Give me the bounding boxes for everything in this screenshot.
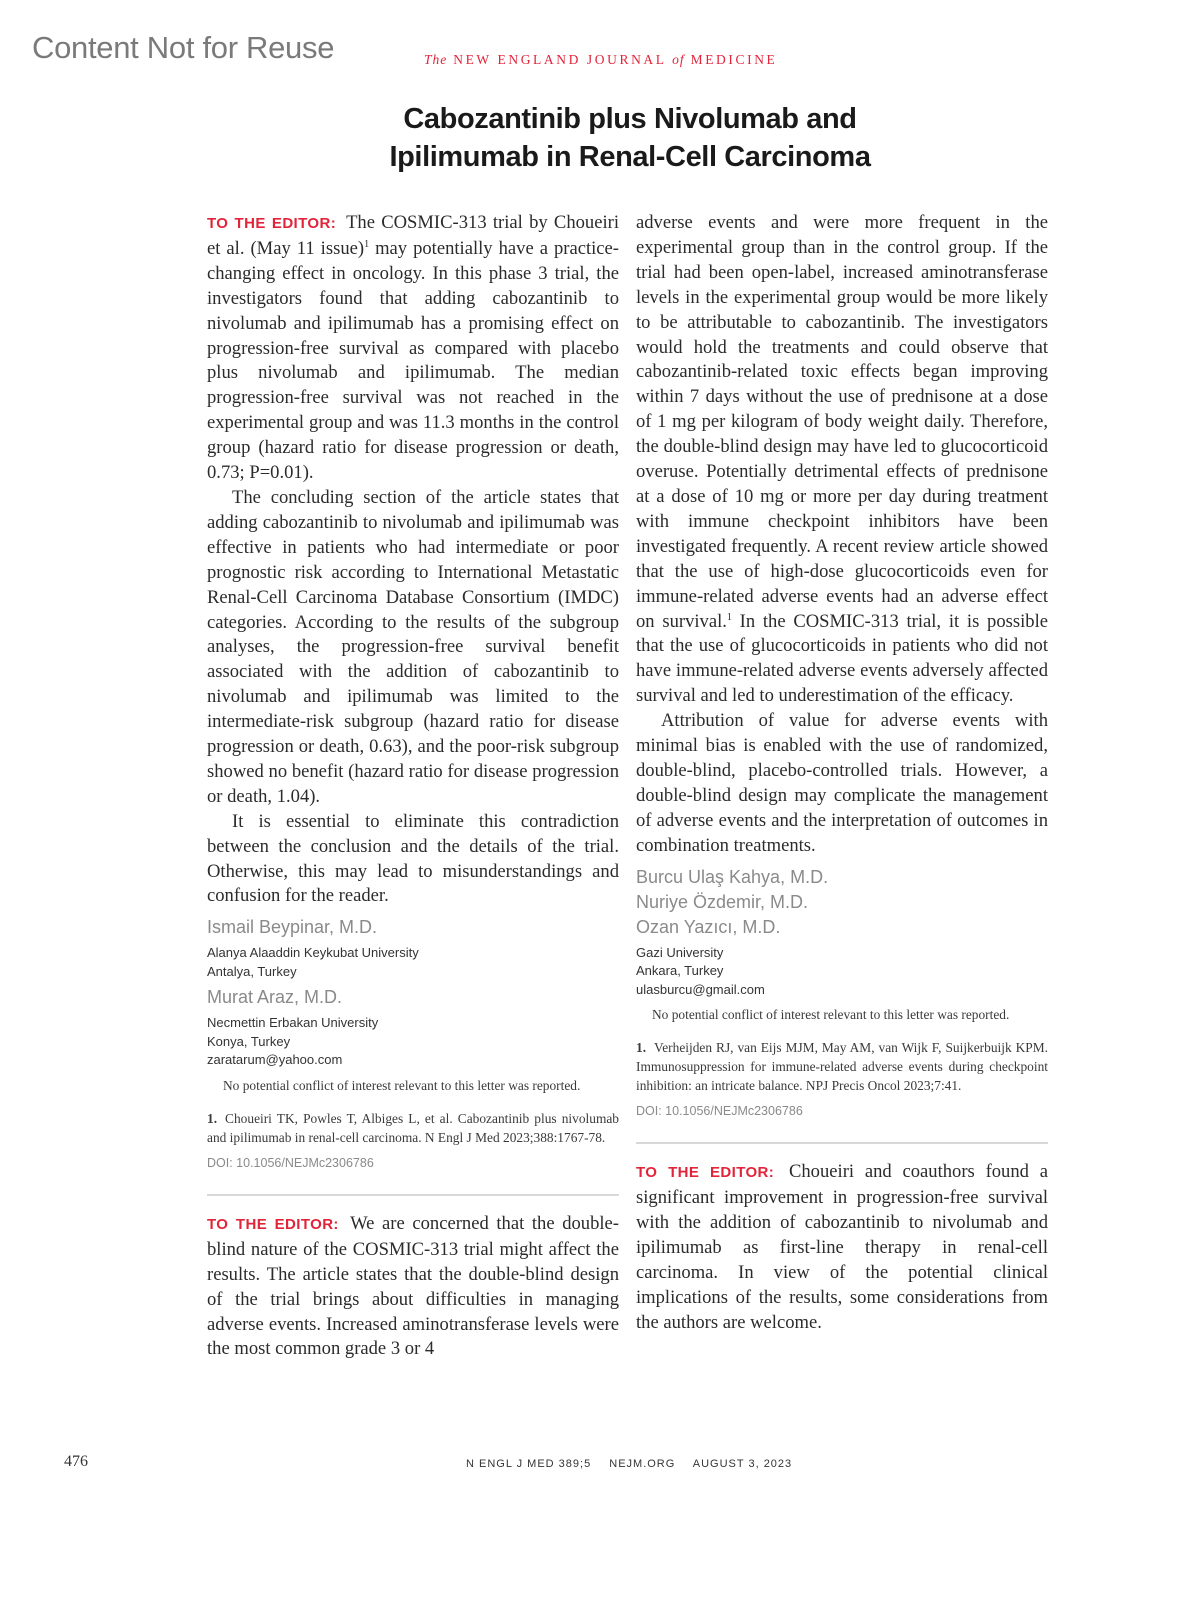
- author-name: Ismail Beypinar, M.D.: [207, 917, 378, 938]
- affiliation-institution: Gazi University: [636, 944, 724, 960]
- author-block: [207, 915, 619, 1070]
- affiliation: [207, 944, 619, 981]
- reference-item: [207, 1109, 619, 1147]
- author-name: Burcu Ulaş Kahya, M.D.: [636, 866, 829, 887]
- section-divider: [636, 1142, 1048, 1144]
- letter-3: [636, 1160, 1048, 1335]
- title-line-1: Cabozantinib plus Nivolumab and: [403, 103, 857, 135]
- left-column: [207, 211, 619, 1362]
- citation-superscript[interactable]: 1: [726, 611, 732, 623]
- to-the-editor-label: TO THE EDITOR:: [636, 1164, 775, 1182]
- watermark: Content Not for Reuse: [32, 30, 335, 65]
- masthead-prefix: The: [424, 52, 448, 67]
- letter-1-paragraph-2: The concluding section of the article states that adding cabozantinib to nivolumab and ipilimumab was effective in patients who had intermediate or poor prognostic risk according to International Metastatic Renal-Cell Carcinoma Database Consortium (IMDC) categories. According to the results of the subgroup analyses, the progression-free survival benefit associated with the addition of cabozantinib to nivolumab and ipilimumab was limited to the intermediate-risk subgroup (hazard ratio for disease progression or death, 0.63), and the poor-risk subgroup showed no benefit (hazard ratio for disease progression or death, 1.04).: [207, 486, 619, 807]
- letter-2-paragraph-1-cont: [636, 211, 1048, 709]
- letter-2-paragraph-1-start: [207, 1212, 619, 1362]
- reference-text: Choueiri TK, Powles T, Albiges L, et al. Cabozantinib plus nivolumab and ipilimumab in renal-cell carcinoma. N Engl J Med 2023;388:1767-78.: [207, 1110, 619, 1145]
- reference-number: 1.: [207, 1110, 218, 1126]
- section-divider: [207, 1194, 619, 1196]
- affiliation-institution: Necmettin Erbakan University: [207, 1015, 379, 1031]
- issue-date: AUGUST 3, 2023: [692, 1458, 793, 1470]
- affiliation-location: Ankara, Turkey: [636, 963, 724, 979]
- title-line-2: Ipilimumab in Renal-Cell Carcinoma: [389, 141, 871, 173]
- letter-2-paragraph-2: Attribution of value for adverse events with minimal bias is enabled with the use of randomized, double-blind, placebo-controlled trials. However, a double-blind design may complicate the management of adverse events and the interpretation of outcomes in combination treatments.: [636, 710, 1048, 856]
- affiliation: [636, 944, 1048, 1000]
- reference-text: Verheijden RJ, van Eijs MJM, May AM, van Wijk F, Suijkerbuijk KPM. Immunosuppression for immune-related adverse events during checkpoint inhibition: an intricate balance. NPJ Precis Oncol 2023;7:41.: [636, 1040, 1048, 1094]
- masthead-name-1: NEW ENGLAND JOURNAL: [453, 52, 667, 67]
- reference-number: 1.: [636, 1040, 647, 1056]
- masthead-name-2: MEDICINE: [690, 52, 778, 67]
- reference-item: [636, 1038, 1048, 1095]
- text: We are concerned that the double-blind nature of the COSMIC-313 trial might affect the results. The article states that the double-blind design of the trial brings about difficulties in managing adverse events. Increased aminotransferase levels were the most common grade 3 or 4: [207, 1212, 619, 1360]
- text: adverse events and were more frequent in the experimental group than in the control group. If the trial had been open-label, increased aminotransferase levels in the experimental group would be more likely to be attributable to cabozantinib. The investigators would hold the treatments and could observe that cabozantinib-related toxic effects began improving within 7 days without the use of prednisone at a dose of 1 mg per kilogram of body weight daily. Therefore, the double-blind design may have led to glucocorticoid overuse. Potentially detrimental effects of prednisone at a dose of 10 mg or more per day during treatment with immune checkpoint inhibitors have been investigated frequently. A recent review article showed that the use of high-dose glucocorticoids even for immune-related adverse events had an adverse effect on survival.: [636, 212, 1048, 632]
- text: Choueiri and coauthors found a significant improvement in progression-free survival with the addition of cabozantinib to nivolumab and ipilimumab as first-line therapy in renal-cell carcinoma. In view of the potential clinical implications of the results, some considerations from the authors are welcome.: [636, 1161, 1048, 1333]
- affiliation-location: Konya, Turkey: [207, 1033, 291, 1049]
- text: may potentially have a practice-changing effect in oncology. In this phase 3 trial, the investigators found that adding cabozantinib to nivolumab and ipilimumab has a promising effect on progression-free survival as compared with placebo plus nivolumab and ipilimumab. The median progression-free survival was not reached in the experimental group and was 11.3 months in the control group (hazard ratio for disease progression or death, 0.73; P=0.01).: [207, 237, 619, 484]
- doi-link[interactable]: DOI: 10.1056/NEJMc2306786: [207, 1155, 374, 1170]
- citation-superscript[interactable]: 1: [364, 238, 370, 250]
- author-name: Murat Araz, M.D.: [207, 987, 343, 1008]
- to-the-editor-label: TO THE EDITOR:: [207, 1215, 339, 1233]
- letter-2-continued: [636, 211, 1048, 1118]
- letter-3-paragraph-1: [636, 1160, 1048, 1335]
- letter-2: [207, 1212, 619, 1362]
- text: In the COSMIC-313 trial, it is possible that the use of glucocorticoids in patients who did not have immune-related adverse events adversely affected survival and led to underestimation of the efficacy.: [636, 610, 1048, 707]
- article-title: [330, 100, 930, 176]
- conflict-of-interest: No potential conflict of interest relevant to this letter was reported.: [223, 1077, 581, 1093]
- author-block: [636, 865, 1048, 1000]
- journal-site: NEJM.ORG: [609, 1458, 676, 1470]
- letter-1: [207, 211, 619, 1170]
- doi-link[interactable]: DOI: 10.1056/NEJMc2306786: [636, 1104, 803, 1119]
- conflict-of-interest: No potential conflict of interest relevant to this letter was reported.: [652, 1007, 1010, 1023]
- footer-citation: [466, 1458, 806, 1470]
- to-the-editor-label: TO THE EDITOR:: [207, 215, 337, 232]
- page-number: 476: [64, 1453, 88, 1470]
- author-email-link[interactable]: zaratarum@yahoo.com: [207, 1052, 343, 1068]
- masthead-of: of: [672, 52, 685, 67]
- affiliation-location: Antalya, Turkey: [207, 963, 297, 979]
- letter-1-paragraph-3: It is essential to eliminate this contradiction between the conclusion and the details of the trial. Otherwise, this may lead to misunderstandings and confusion for the reader.: [207, 810, 619, 907]
- journal-citation: N ENGL J MED 389;5: [466, 1458, 592, 1470]
- affiliation-institution: Alanya Alaaddin Keykubat University: [207, 945, 419, 961]
- affiliation: [207, 1014, 619, 1070]
- journal-masthead: [424, 52, 777, 68]
- right-column: [636, 211, 1048, 1335]
- letter-1-paragraph-1: [207, 211, 619, 486]
- author-name: Ozan Yazıcı, M.D.: [636, 916, 781, 937]
- author-name: Nuriye Özdemir, M.D.: [636, 891, 809, 912]
- text: The COSMIC-313 trial by Choueiri et al. (May 11 issue): [207, 212, 620, 259]
- author-email-link[interactable]: ulasburcu@gmail.com: [636, 981, 765, 997]
